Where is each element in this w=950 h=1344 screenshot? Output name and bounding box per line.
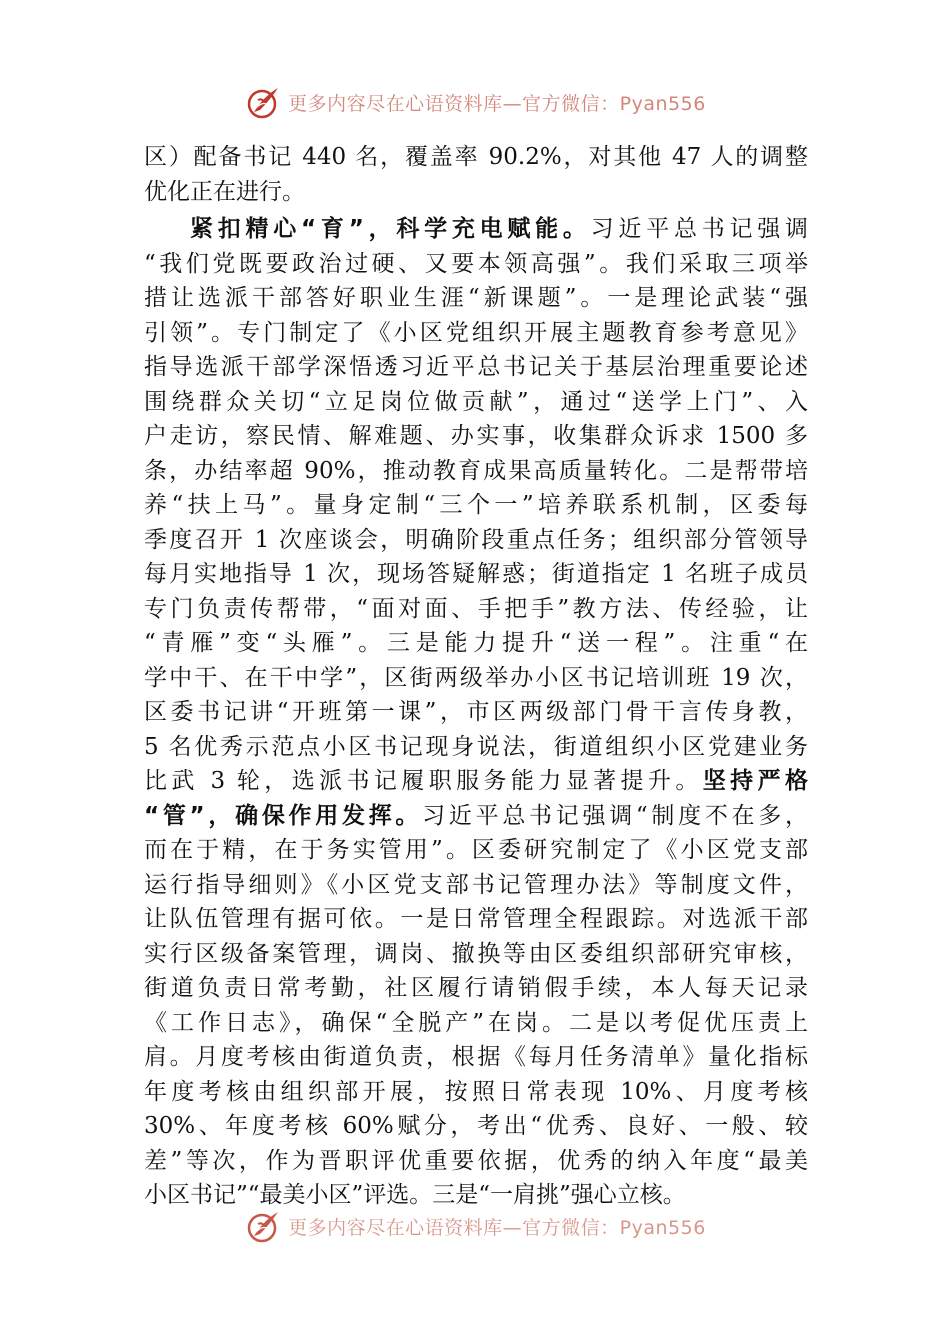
paragraph-line: 30%、年度考核 60%赋分，考出“优秀、良好、一般、较	[144, 1113, 808, 1139]
paragraph-line: 指导选派干部学深悟透习近平总书记关于基层治理重要论述	[144, 354, 808, 380]
paragraph-line: 区）配备书记 440 名，覆盖率 90.2%，对其他 47 人的调整	[144, 144, 808, 170]
paragraph-line: 5 名优秀示范点小区书记现身说法，街道组织小区党建业务	[144, 733, 808, 760]
paragraph-line	[144, 764, 808, 799]
watermark-text: 更多内容尽在心语资料库—官方微信：Pyan556	[288, 92, 706, 115]
paragraph-line: 《工作日志》，确保“全脱产”在岗。二是以考促优压责上	[144, 1009, 808, 1036]
paragraph-line: 街道负责日常考勤，社区履行请销假手续，本人每天记录	[144, 975, 808, 1001]
paragraph-line: “青雁”变“头雁”。三是能力提升“送一程”。注重“在	[144, 630, 808, 656]
paragraph-line: 措让选派干部答好职业生涯“新课题”。一是理论武装“强	[144, 285, 808, 311]
paragraph-line: 肩。月度考核由街道负责，根据《每月任务清单》量化指标	[144, 1044, 808, 1070]
paragraph-line: 每月实地指导 1 次，现场答疑解惑；街道指定 1 名班子成员	[144, 561, 808, 587]
document-body	[144, 140, 808, 1213]
paragraph-line: 区委书记讲“开班第一课”，市区两级部门骨干言传身教，	[144, 699, 808, 725]
section-heading: 紧扣精心“育”，科学充电赋能。	[190, 216, 591, 242]
paragraph-line: 运行指导细则》《小区党支部书记管理办法》等制度文件，	[144, 871, 808, 898]
paragraph-line: 养“扶上马”。量身定制“三个一”培养联系机制，区委每	[144, 492, 808, 518]
paragraph-line: 差”等次，作为晋职评优重要依据，优秀的纳入年度“最美	[144, 1147, 808, 1174]
paragraph-line: 围绕群众关切“立足岗位做贡献”，通过“送学上门”、入	[144, 388, 808, 415]
paragraph-line: 让队伍管理有据可依。一是日常管理全程跟踪。对选派干部	[144, 906, 808, 932]
paragraph-line: 实行区级备案管理，调岗、撤换等由区委组织部研究审核，	[144, 940, 808, 967]
header-watermark	[0, 80, 950, 124]
paragraph-line: 小区书记”“最美小区”评选。三是“一肩挑”强心立核。	[144, 1182, 686, 1208]
paragraph-line: 引领”。专门制定了《小区党组织开展主题教育参考意见》	[144, 319, 808, 346]
paragraph-line: 优化正在进行。	[144, 178, 305, 205]
quill-logo-icon	[244, 1206, 284, 1246]
paragraph-line: 户走访，察民情、解难题、办实事，收集群众诉求 1500 多	[144, 423, 808, 449]
footer-watermark	[0, 1204, 950, 1248]
paragraph-line	[144, 212, 808, 247]
line-text: 习近平总书记强调	[590, 216, 809, 242]
paragraph-line: 年度考核由组织部开展，按照日常表现 10%、月度考核	[144, 1078, 808, 1105]
paragraph-line: 而在于精，在于务实管用”。区委研究制定了《小区党支部	[144, 837, 808, 863]
line-text: 比武 3 轮，选派书记履职服务能力显著提升。	[144, 768, 703, 794]
watermark-text: 更多内容尽在心语资料库—官方微信：Pyan556	[288, 1216, 706, 1239]
paragraph-line: 专门负责传帮带，“面对面、手把手”教方法、传经验，让	[144, 595, 808, 622]
paragraph-line: 条，办结率超 90%，推动教育成果高质量转化。二是帮带培	[144, 457, 808, 484]
line-text: 习近平总书记强调“制度不在多，	[422, 802, 808, 829]
section-heading: “管”，确保作用发挥。	[144, 802, 423, 829]
paragraph-line: 季度召开 1 次座谈会，明确阶段重点任务；组织部分管领导	[144, 526, 808, 553]
paragraph-line: 学中干、在干中学”，区街两级举办小区书记培训班 19 次，	[144, 664, 808, 691]
paragraph-line: “我们党既要政治过硬、又要本领高强”。我们采取三项举	[144, 250, 808, 277]
quill-logo-icon	[244, 82, 284, 122]
section-heading: 坚持严格	[702, 768, 808, 794]
paragraph-line	[144, 799, 808, 834]
